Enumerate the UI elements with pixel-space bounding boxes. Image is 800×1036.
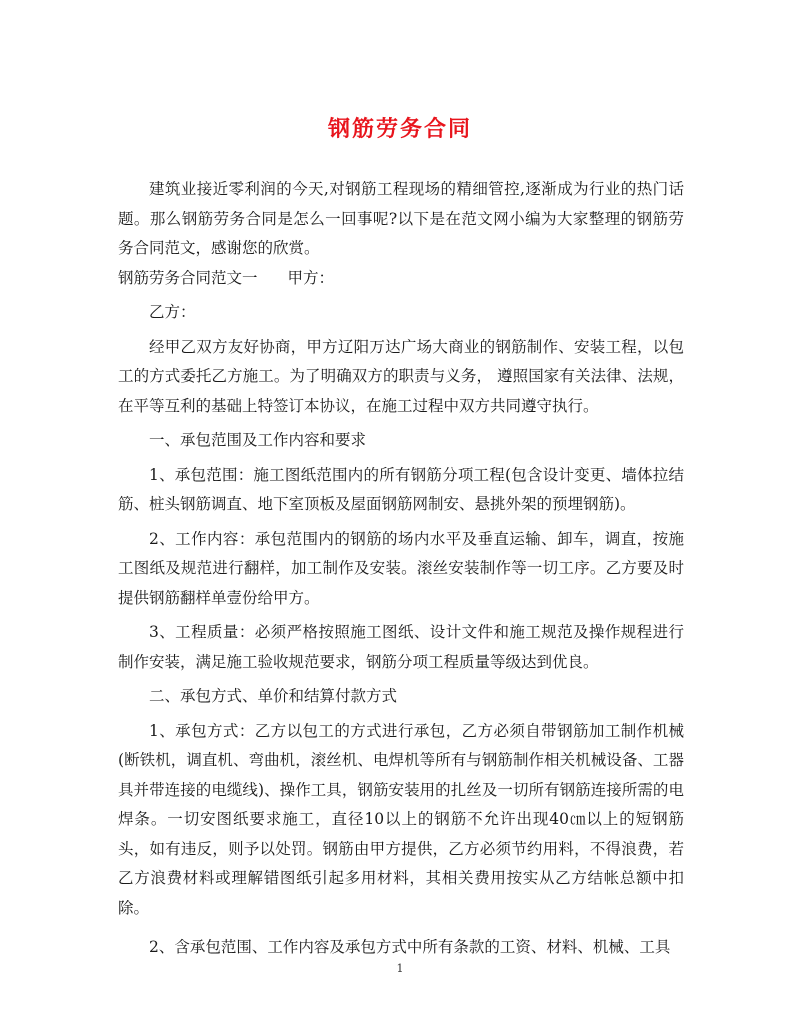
section1-item2: 2、工作内容：承包范围内的钢筋的场内水平及垂直运输、卸车，调直，按施工图纸及规范进行翻样，加工制作及安装。滚丝安装制作等一切工序。乙方要及时提供钢筋翻样单壹份给甲方。 [118, 529, 684, 607]
section1-heading: 一、承包范围及工作内容和要求 [149, 431, 367, 449]
section1-item3: 3、工程质量：必须严格按照施工图纸、设计文件和施工规范及操作规程进行制作安装，满足施工验收规范要求，钢筋分项工程质量等级达到优良。 [118, 623, 684, 671]
page-title: 钢筋劳务合同 [327, 116, 472, 142]
sample-heading-line [118, 264, 684, 294]
intro-paragraph: 建筑业接近零利润的今天,对钢筋工程现场的精细管控,逐渐成为行业的热门话题。那么钢筋劳务合同是怎么一回事呢?以下是在范文网小编为大家整理的钢筋劳务合同范文，感谢您的欣赏。 [118, 180, 684, 257]
sample-heading: 钢筋劳务合同范文一 [118, 268, 258, 287]
document-body [118, 175, 684, 963]
preamble-paragraph: 经甲乙双方友好协商，甲方辽阳万达广场大商业的钢筋制作、安装工程，以包工的方式委托乙方施工。为了明确双方的职责与义务， 遵照国家有关法律、法规，在平等互利的基础上特签订本协议，在施工过程中双方共同遵守执行。 [118, 337, 684, 415]
section1-item1: 1、承包范围：施工图纸范围内的所有钢筋分项工程(包含设计变更、墙体拉结筋、桩头钢筋调直、地下室顶板及屋面钢筋网制安、悬挑外架的预埋钢筋)。 [118, 465, 684, 513]
section2-item2: 2、含承包范围、工作内容及承包方式中所有条款的工资、材料、机械、工具 [149, 938, 671, 956]
page-number: 1 [396, 962, 404, 975]
party-a-label: 甲方： [287, 268, 335, 287]
party-b-label: 乙方： [149, 303, 196, 321]
section2-item1: 1、承包方式：乙方以包工的方式进行承包，乙方必须自带钢筋加工制作机械(断铁机，调直机、弯曲机，滚丝机、电焊机等所有与钢筋制作相关机械设备、工器具并带连接的电缆线)、操作工具，钢筋安装用的扎丝及一切所有钢筋连接所需的电焊条。一切安图纸要求施工，直径10以上的钢筋不允许出现40㎝以上的短钢筋头，如有违反，则予以处罚。钢筋由甲方提供，乙方必须节约用料，不得浪费，若乙方浪费材料或理解错图纸引起多用材料，其相关费用按实从乙方结帐总额中扣除。 [118, 721, 684, 917]
section2-heading: 二、承包方式、单价和结算付款方式 [149, 687, 398, 705]
